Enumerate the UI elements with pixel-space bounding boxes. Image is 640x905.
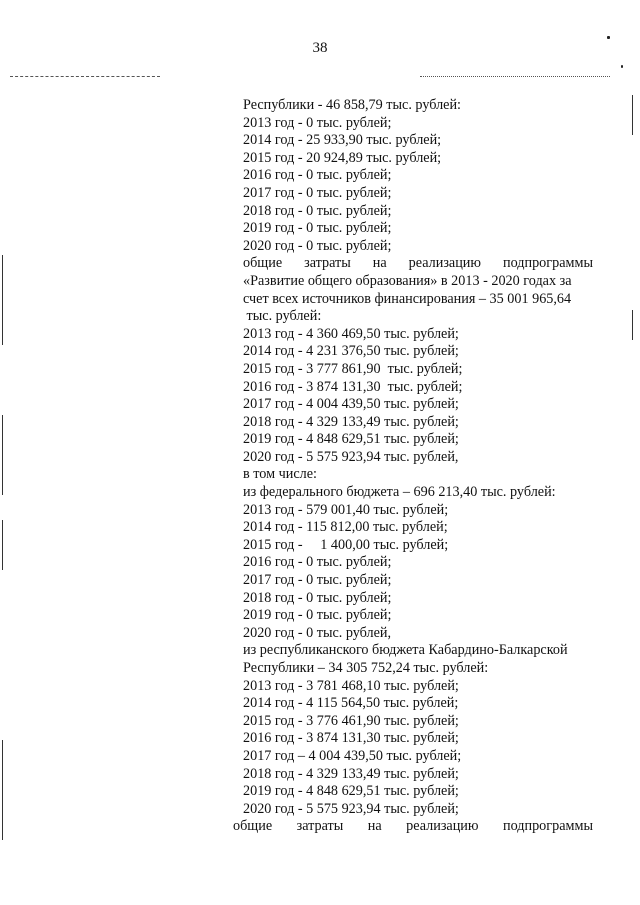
page-number: 38 bbox=[312, 40, 328, 56]
text-line: 2013 год - 0 тыс. рублей; bbox=[243, 114, 392, 131]
section-heading bbox=[243, 255, 593, 273]
word: на bbox=[372, 255, 387, 272]
word: общие bbox=[233, 818, 273, 835]
text-line: 2015 год - 3 776 461,90 тыс. рублей; bbox=[243, 712, 459, 729]
margin-line bbox=[2, 415, 3, 495]
text-line: тыс. рублей: bbox=[243, 308, 322, 325]
text-line: 2014 год - 115 812,00 тыс. рублей; bbox=[243, 519, 448, 536]
text-line: 2020 год - 5 575 923,94 тыс. рублей; bbox=[243, 800, 459, 817]
margin-line bbox=[632, 310, 633, 340]
text-line: из республиканского бюджета Кабардино-Балкарской bbox=[243, 642, 568, 659]
text-line: 2020 год - 5 575 923,94 тыс. рублей, bbox=[243, 448, 459, 465]
text-line: Республики – 34 305 752,24 тыс. рублей: bbox=[243, 660, 489, 676]
word: общие bbox=[243, 255, 283, 272]
dashed-rule bbox=[10, 76, 160, 77]
word: реализацию bbox=[408, 255, 482, 272]
text-line: 2018 год - 0 тыс. рублей; bbox=[243, 589, 392, 606]
text-line: 2017 год – 4 004 439,50 тыс. рублей; bbox=[243, 747, 462, 764]
text-line: «Развитие общего образования» в 2013 - 2020 годах за bbox=[243, 272, 572, 289]
text-line: 2014 год - 4 115 564,50 тыс. рублей; bbox=[243, 695, 459, 712]
text-line: 2016 год - 3 874 131,30 тыс. рублей; bbox=[243, 730, 459, 747]
text-line: 2016 год - 3 874 131,30 тыс. рублей; bbox=[243, 378, 463, 395]
word: затраты bbox=[296, 818, 344, 835]
text-line: 2017 год - 0 тыс. рублей; bbox=[243, 184, 392, 201]
scan-dot bbox=[621, 65, 623, 68]
word: на bbox=[367, 818, 382, 835]
text-line: 2018 год - 4 329 133,49 тыс. рублей; bbox=[243, 765, 459, 782]
text-line: 2013 год - 3 781 468,10 тыс. рублей; bbox=[243, 677, 459, 694]
text-line: 2017 год - 0 тыс. рублей; bbox=[243, 572, 392, 589]
text-line: 2020 год - 0 тыс. рублей; bbox=[243, 237, 392, 254]
text-line: 2019 год - 4 848 629,51 тыс. рублей; bbox=[243, 783, 459, 800]
text-line: 2016 год - 0 тыс. рублей; bbox=[243, 167, 392, 184]
word: подпрограммы bbox=[503, 818, 593, 835]
document-body bbox=[233, 97, 593, 836]
scan-dot bbox=[607, 36, 610, 39]
text-line: 2013 год - 4 360 469,50 тыс. рублей; bbox=[243, 325, 459, 342]
text-line: в том числе: bbox=[243, 466, 317, 483]
text-line: 2014 год - 25 933,90 тыс. рублей; bbox=[243, 132, 442, 149]
dashed-rule bbox=[420, 76, 610, 77]
text-line: из федерального бюджета – 696 213,40 тыс. рублей: bbox=[243, 484, 556, 501]
margin-line bbox=[2, 520, 3, 570]
text-line: 2017 год - 4 004 439,50 тыс. рублей; bbox=[243, 396, 459, 413]
text-line: 2018 год - 4 329 133,49 тыс. рублей; bbox=[243, 413, 459, 430]
word: реализацию bbox=[406, 818, 479, 835]
text-line: 2016 год - 0 тыс. рублей; bbox=[243, 554, 392, 571]
text-line: 2015 год - 3 777 861,90 тыс. рублей; bbox=[243, 360, 463, 377]
text-line: счет всех источников финансирования – 35 001 965,64 bbox=[243, 290, 572, 307]
text-line: 2019 год - 0 тыс. рублей; bbox=[243, 607, 392, 624]
word: подпрограммы bbox=[503, 255, 593, 272]
text-line: 2015 год - 1 400,00 тыс. рублей; bbox=[243, 536, 449, 553]
margin-line bbox=[2, 255, 3, 345]
text-line: 2013 год - 579 001,40 тыс. рублей; bbox=[243, 501, 449, 518]
text-line: 2019 год - 0 тыс. рублей; bbox=[243, 220, 392, 237]
text-line: Республики - 46 858,79 тыс. рублей: bbox=[243, 97, 462, 113]
text-line: 2015 год - 20 924,89 тыс. рублей; bbox=[243, 149, 442, 166]
text-line: 2019 год - 4 848 629,51 тыс. рублей; bbox=[243, 431, 459, 448]
text-line: 2018 год - 0 тыс. рублей; bbox=[243, 202, 392, 219]
margin-line bbox=[632, 95, 633, 135]
section-heading bbox=[233, 818, 593, 836]
text-line: 2020 год - 0 тыс. рублей, bbox=[243, 624, 392, 641]
text-line: 2014 год - 4 231 376,50 тыс. рублей; bbox=[243, 343, 459, 360]
word: затраты bbox=[304, 255, 351, 272]
margin-line bbox=[2, 740, 3, 840]
